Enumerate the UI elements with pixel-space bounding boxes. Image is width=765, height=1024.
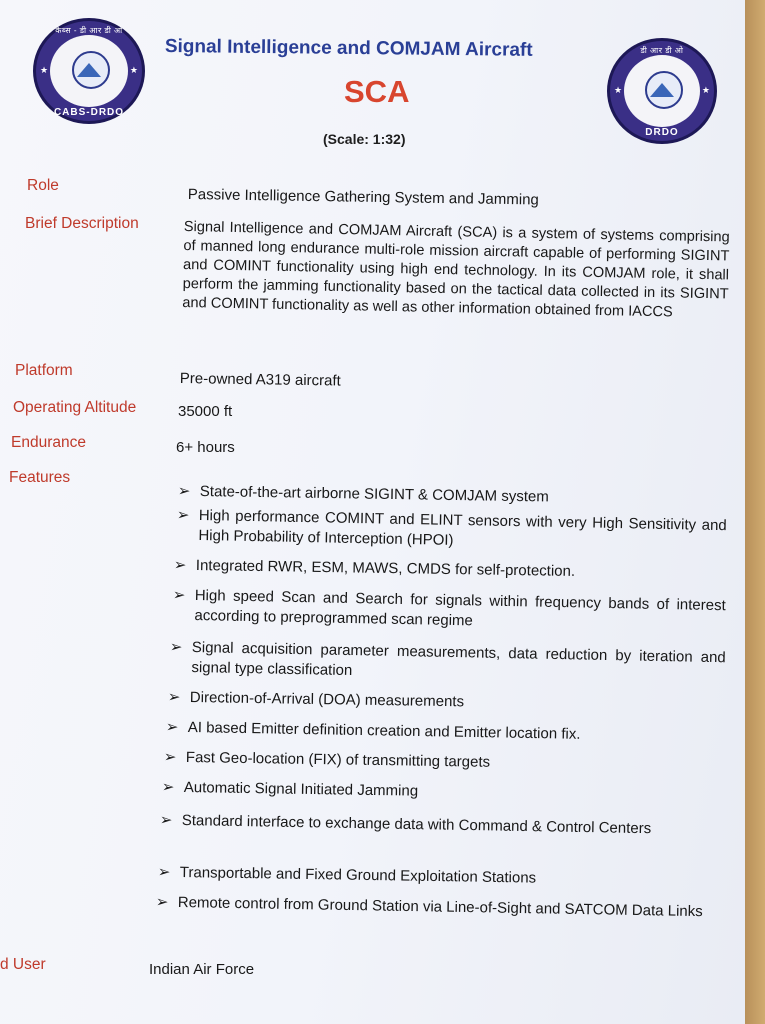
arrow-bullet-icon: ➢ <box>177 482 191 500</box>
feature-item: ➢ Direction-of-Arrival (DOA) measurements <box>167 688 465 711</box>
arrow-bullet-icon: ➢ <box>176 506 190 524</box>
feature-item: ➢ AI based Emitter definition creation and Emitter location fix. <box>165 718 581 743</box>
logo-bottom-text: DRDO <box>645 127 679 138</box>
value-operating-altitude: 35000 ft <box>178 403 233 420</box>
arrow-bullet-icon: ➢ <box>173 556 187 574</box>
arrow-bullet-icon: ➢ <box>165 718 179 736</box>
feature-item: ➢ Remote control from Ground Station via Line-of-Sight and SATCOM Data Links <box>155 893 703 921</box>
arrow-bullet-icon: ➢ <box>159 811 173 829</box>
arrow-bullet-icon: ➢ <box>167 688 181 706</box>
feature-item: ➢ State-of-the-art airborne SIGINT & COMJAM system <box>177 482 549 506</box>
label-operating-altitude: Operating Altitude <box>13 399 137 416</box>
label-endurance: Endurance <box>11 434 86 451</box>
value-endurance: 6+ hours <box>176 439 235 456</box>
feature-item: ➢ High performance COMINT and ELINT sensors with very High Sensitivity and High Probability of Interception (HPOI) <box>176 506 727 549</box>
label-brief-description: Brief Description <box>25 215 139 232</box>
aircraft-icon <box>650 83 674 97</box>
abbreviation: SCA <box>344 74 410 109</box>
value-brief-description: Signal Intelligence and COMJAM Aircraft (SCA) is a system of systems comprising of manned long endurance multi-role mission aircraft capable of performing SIGINT and COMINT functionality using high end technology. In its COMJAM role, it shall perform the jamming functionality based on the tactical data collected in its SIGINT and COMINT functionality as well as other information obtained from IACCS <box>182 218 730 321</box>
arrow-bullet-icon: ➢ <box>157 863 171 881</box>
value-role: Passive Intelligence Gathering System and Jamming <box>187 186 539 209</box>
aircraft-icon <box>77 63 101 77</box>
star-icon: ★ <box>129 65 138 75</box>
label-platform: Platform <box>15 362 73 379</box>
logo-bottom-text: CABS-DRDO <box>53 107 125 118</box>
arrow-bullet-icon: ➢ <box>155 893 169 911</box>
feature-item: ➢ Transportable and Fixed Ground Exploitation Stations <box>157 863 537 887</box>
label-features: Features <box>9 469 71 486</box>
cabs-drdo-logo <box>33 18 145 124</box>
value-end-user: Indian Air Force <box>149 961 255 978</box>
logo-top-text: कैब्स - डी आर डी ओ <box>55 26 123 35</box>
value-platform: Pre-owned A319 aircraft <box>179 370 341 390</box>
feature-item: ➢ Signal acquisition parameter measurements, data reduction by iteration and signal type classification <box>169 638 726 680</box>
feature-item: ➢ Automatic Signal Initiated Jamming <box>161 778 419 800</box>
arrow-bullet-icon: ➢ <box>163 748 177 766</box>
label-end-user: d User <box>0 956 46 973</box>
board-edge <box>745 0 765 1024</box>
feature-item: ➢ Integrated RWR, ESM, MAWS, CMDS for self-protection. <box>173 556 576 580</box>
scale-note: (Scale: 1:32) <box>323 131 406 147</box>
feature-item: ➢ Standard interface to exchange data with Command & Control Centers <box>159 811 652 838</box>
arrow-bullet-icon: ➢ <box>161 778 175 796</box>
star-icon: ★ <box>614 85 623 95</box>
arrow-bullet-icon: ➢ <box>172 586 186 604</box>
label-role: Role <box>27 177 59 194</box>
logo-top-text: डी आर डी ओ <box>640 46 684 55</box>
feature-item: ➢ Fast Geo-location (FIX) of transmitting targets <box>163 748 491 771</box>
page-title: Signal Intelligence and COMJAM Aircraft <box>164 36 533 61</box>
star-icon: ★ <box>40 65 49 75</box>
star-icon: ★ <box>701 85 710 95</box>
feature-item: ➢ High speed Scan and Search for signals within frequency bands of interest according to preprogrammed scan regime <box>172 586 726 630</box>
arrow-bullet-icon: ➢ <box>169 638 183 656</box>
drdo-logo <box>607 38 717 144</box>
